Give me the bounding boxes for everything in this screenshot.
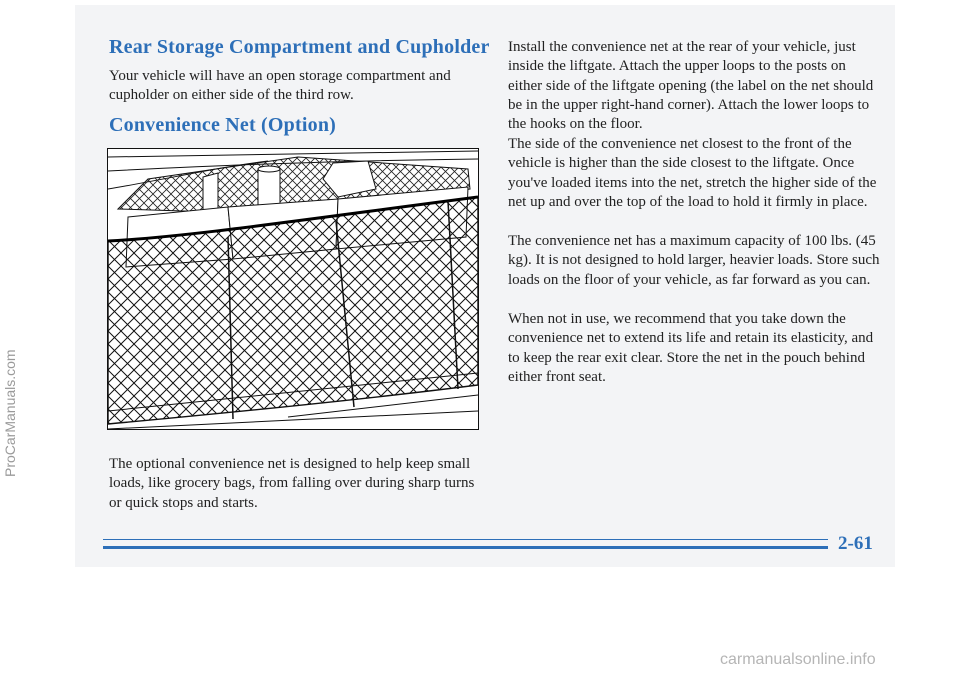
cargo-net-illustration [107,148,479,430]
para-capacity: The convenience net has a maximum capacity of 100 lbs. (45 kg). It is not designed to hold larger, heavier loads. Store such loads on the floor of your vehicle, as far forward as you can. [508,233,880,288]
para-install: Install the convenience net at the rear of your vehicle, just inside the liftgate. Attach the upper loops to the posts on either side of the liftgate opening (the label on the net should be in the upper right-hand corner). Attach the lower loops to the hooks on the floor. [508,39,874,133]
para-rear-storage: Your vehicle will have an open storage compartment and cupholder on either side of the third row. [109,68,451,104]
footer-rule-thin [103,539,828,540]
heading-convenience-net: Convenience Net (Option) [109,114,336,136]
side-watermark [2,187,24,477]
page-number: 2-61 [838,533,873,554]
figure-caption: The optional convenience net is designed to help keep small loads, like grocery bags, from falling over during sharp turns or quick stops and starts. [109,456,475,511]
bottom-watermark: carmanualsonline.info [720,651,876,668]
heading-rear-storage: Rear Storage Compartment and Cupholder [109,36,490,58]
para-storage-when-unused: When not in use, we recommend that you take down the convenience net to extend its life and retain its elasticity, and to keep the rear exit clear. Store the net in the pouch behind either front seat. [508,311,874,385]
para-higher-side: The side of the convenience net closest to the front of the vehicle is higher than the side closest to the liftgate. Once you've loaded items into the net, stretch the higher side of the net up and over the top of the load to hold it firmly in place. [508,136,877,210]
side-watermark-text: ProCarManuals.com [2,349,18,477]
footer-rule-thick [103,546,828,549]
